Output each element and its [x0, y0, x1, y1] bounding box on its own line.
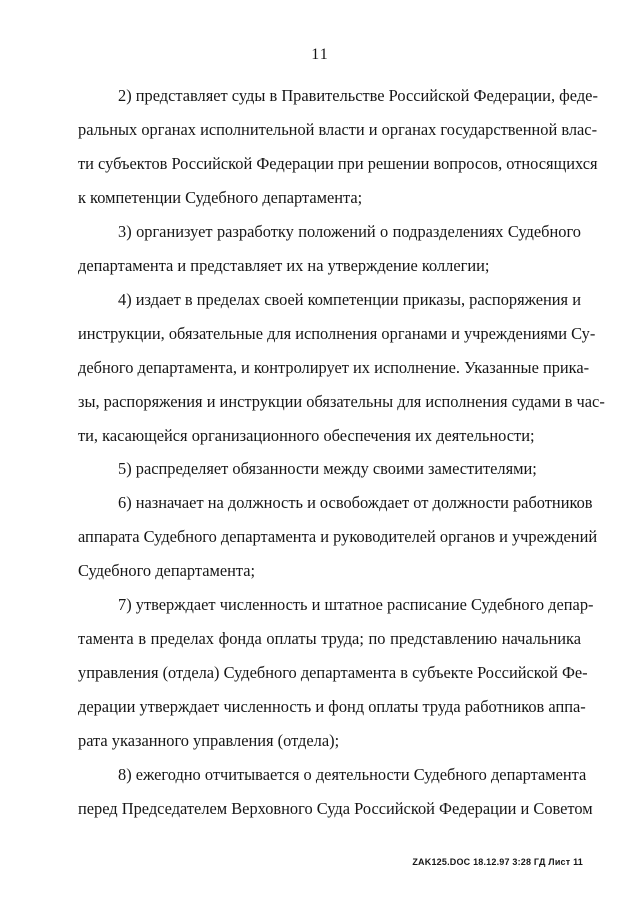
text-line: 6) назначает на должность и освобождает от должности работников	[118, 493, 593, 512]
text-line: инструкции, обязательные для исполнения органами и учреждениями Су-	[78, 324, 596, 343]
text-line: к компетенции Судебного департамента;	[78, 188, 363, 207]
document-footer: ZAK125.DOC 18.12.97 3:28 ГД Лист 11	[412, 857, 583, 867]
text-line: тамента в пределах фонда оплаты труда; по представлению начальника	[78, 629, 581, 648]
text-line: ральных органах исполнительной власти и органах государственной влас-	[78, 120, 598, 139]
text-line: аппарата Судебного департамента и руководителей органов и учреждений	[78, 527, 598, 546]
text-line: департамента и представляет их на утверждение коллегии;	[78, 256, 490, 275]
text-line: ти, касающейся организационного обеспечения их деятельности;	[78, 426, 535, 445]
text-line: 2) представляет суды в Правительстве Российской Федерации, феде-	[118, 86, 598, 105]
text-line: перед Председателем Верховного Суда Российской Федерации и Советом	[78, 799, 593, 818]
text-line: Судебного департамента;	[78, 561, 256, 580]
text-line: дебного департамента, и контролирует их исполнение. Указанные прика-	[78, 358, 590, 377]
text-line: управления (отдела) Судебного департамента в субъекте Российской Фе-	[78, 663, 588, 682]
text-line: 7) утверждает численность и штатное расписание Судебного депар-	[118, 595, 594, 614]
text-line: 8) ежегодно отчитывается о деятельности Судебного департамента	[118, 765, 587, 784]
text-line: дерации утверждает численность и фонд оплаты труда работников аппа-	[78, 697, 586, 716]
text-line: ти субъектов Российской Федерации при решении вопросов, относящихся	[78, 154, 598, 173]
text-line: зы, распоряжения и инструкции обязательны для исполнения судами в час-	[78, 392, 605, 411]
text-line: рата указанного управления (отдела);	[78, 731, 340, 750]
text-line: 3) организует разработку положений о подразделениях Судебного	[118, 222, 581, 241]
page-number: 11	[311, 46, 329, 63]
text-line: 4) издает в пределах своей компетенции приказы, распоряжения и	[118, 290, 581, 309]
text-line: 5) распределяет обязанности между своими заместителями;	[118, 459, 537, 478]
